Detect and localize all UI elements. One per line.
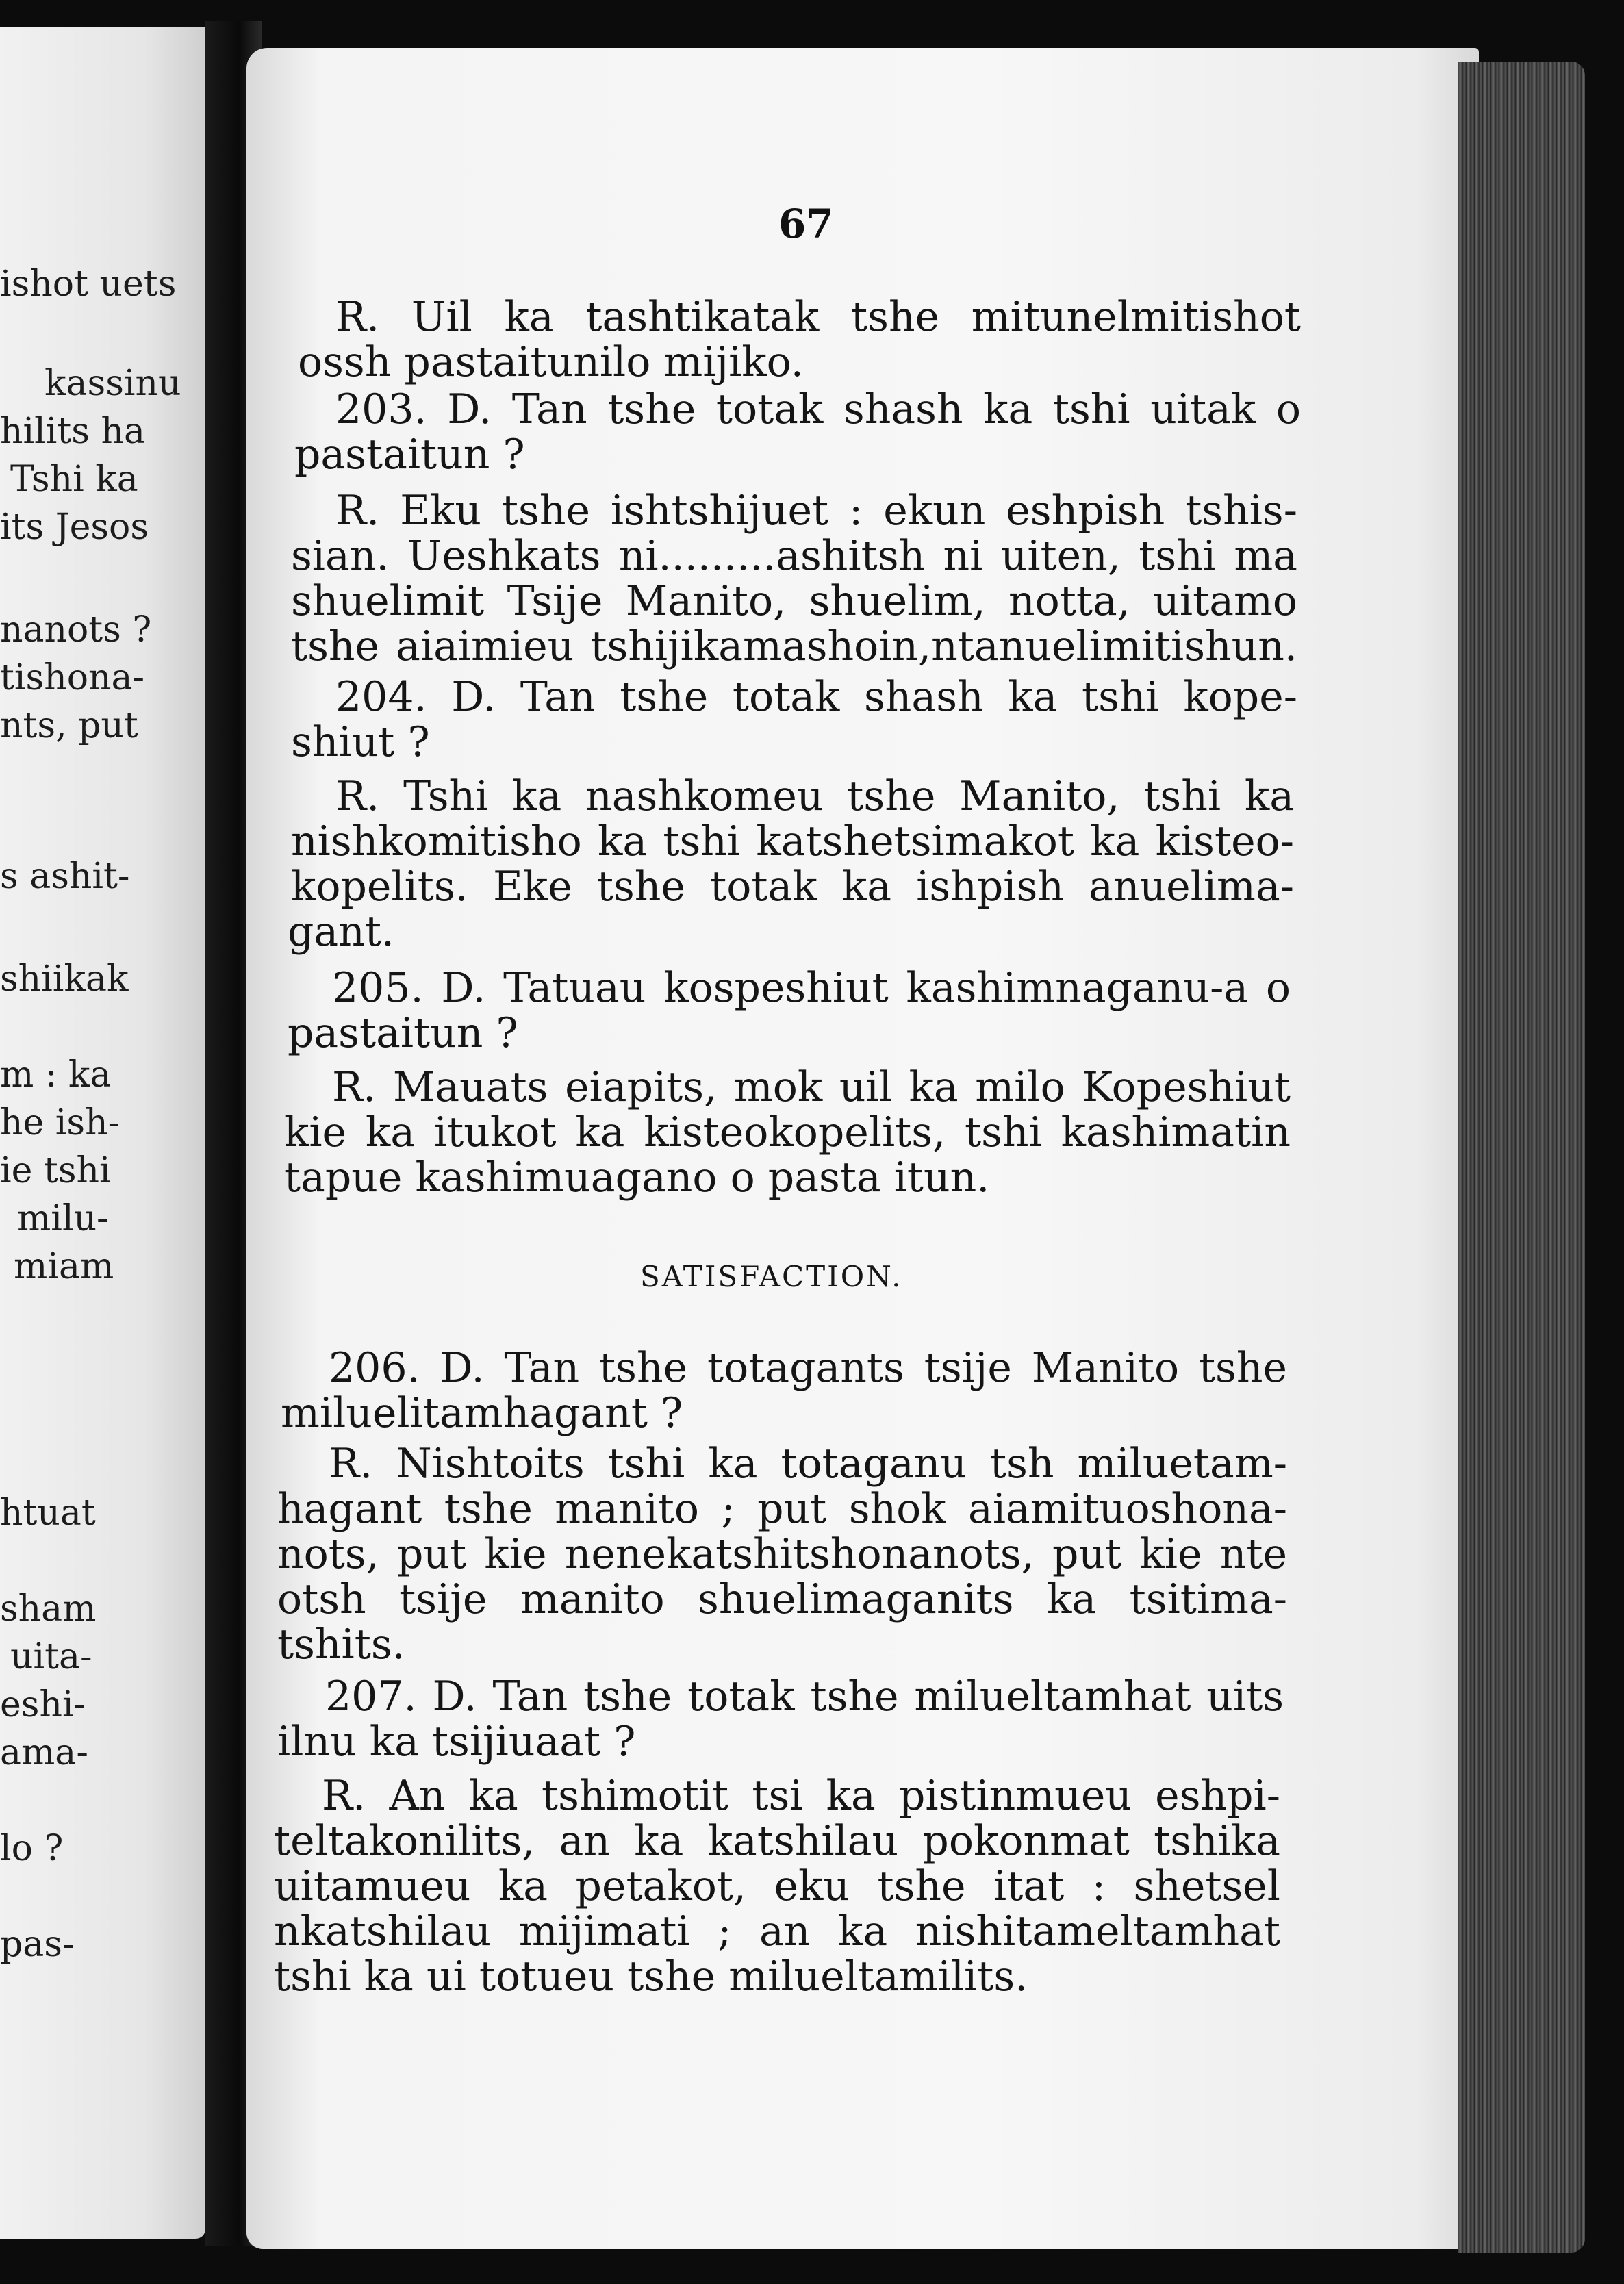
text-line: R. Tshi ka nashkomeu tshe Manito, tshi ka — [335, 772, 1294, 820]
left-text-fragment: tishona- — [0, 657, 145, 698]
text-line: shiut ? — [291, 718, 430, 766]
left-text-fragment: ishot uets — [0, 264, 177, 305]
left-text-fragment: s ashit- — [0, 856, 130, 897]
text-line: kie ka itukot ka kisteokopelits, tshi kashimatin — [284, 1108, 1291, 1156]
text-line: tapue kashimuagano o pasta itun. — [284, 1154, 990, 1202]
text-line: ilnu ka tsijiuaat ? — [277, 1718, 636, 1766]
text-line: 203. D. Tan tshe totak shash ka tshi uitak o — [335, 385, 1301, 433]
left-facing-page — [0, 27, 205, 2239]
left-text-fragment: ama- — [0, 1732, 88, 1773]
left-text-fragment: nanots ? — [0, 609, 152, 650]
text-line: tshi ka ui totueu tshe milueltamilits. — [274, 1953, 1028, 2001]
text-line: tshits. — [277, 1621, 405, 1668]
text-line: 206. D. Tan tshe totagants tsije Manito tshe — [329, 1344, 1287, 1392]
page-block-edges — [1458, 62, 1585, 2253]
text-line: R. Uil ka tashtikatak tshe mitunelmitishot — [335, 293, 1301, 341]
text-line: R. Eku tshe ishtshijuet : ekun eshpish tshis- — [335, 487, 1297, 535]
left-text-fragment: lo ? — [0, 1828, 64, 1869]
text-line: nishkomitisho ka tshi katshetsimakot ka kisteo- — [291, 817, 1294, 865]
left-text-fragment: uita- — [10, 1636, 92, 1677]
text-line: 207. D. Tan tshe totak tshe milueltamhat uits — [325, 1673, 1284, 1721]
text-line: pastaitun ? — [294, 431, 525, 479]
left-text-fragment: shiikak — [0, 959, 129, 1000]
page-number: 67 — [778, 201, 834, 247]
left-text-fragment: its Jesos — [0, 507, 149, 548]
text-line: pastaitun ? — [288, 1009, 518, 1057]
text-line: tshe aiaimieu tshijikamashoin,ntanuelimitishun. — [291, 622, 1297, 670]
text-line: 205. D. Tatuau kospeshiut kashimnaganu-a o — [332, 964, 1291, 1012]
text-line: kopelits. Eke tshe totak ka ishpish anuelima- — [291, 863, 1294, 911]
text-line: otsh tsije manito shuelimaganits ka tsitima- — [277, 1575, 1287, 1623]
left-text-fragment: he ish- — [0, 1102, 120, 1143]
left-text-fragment: kassinu — [45, 363, 181, 404]
text-line: sian. Ueshkats ni.........ashitsh ni uiten, tshi ma — [291, 532, 1297, 580]
text-line: miluelitamhagant ? — [281, 1389, 683, 1437]
text-line: nots, put kie nenekatshitshonanots, put kie nte — [277, 1530, 1287, 1578]
text-line: 204. D. Tan tshe totak shash ka tshi kope- — [335, 673, 1297, 721]
left-text-fragment: miam — [14, 1246, 114, 1287]
left-text-fragment: htuat — [0, 1493, 96, 1534]
text-line: gant. — [288, 908, 395, 956]
left-text-fragment: hilits ha — [0, 411, 145, 452]
left-text-fragment: eshi- — [0, 1684, 86, 1725]
text-line: uitamueu ka petakot, eku tshe itat : shetsel — [274, 1862, 1280, 1910]
text-line: R. An ka tshimotit tsi ka pistinmueu eshpi- — [322, 1772, 1280, 1820]
text-line: R. Nishtoits tshi ka totaganu tsh miluetam- — [329, 1440, 1287, 1488]
text-line: hagant tshe manito ; put shok aiamituoshona- — [277, 1485, 1287, 1533]
left-text-fragment: milu- — [17, 1198, 109, 1239]
left-text-fragment: pas- — [0, 1924, 75, 1965]
text-line: R. Mauats eiapits, mok uil ka milo Kopeshiut — [332, 1063, 1291, 1111]
text-line: teltakonilits, an ka katshilau pokonmat tshika — [274, 1817, 1280, 1865]
text-line: ossh pastaitunilo mijiko. — [298, 338, 804, 386]
section-title: SATISFACTION. — [640, 1260, 903, 1293]
left-text-fragment: ie tshi — [0, 1150, 111, 1191]
text-line: nkatshilau mijimati ; an ka nishitameltamhat — [274, 1907, 1280, 1955]
left-text-fragment: sham — [0, 1588, 97, 1629]
left-text-fragment: Tshi ka — [10, 459, 138, 500]
left-text-fragment: nts, put — [0, 705, 138, 746]
left-text-fragment: m : ka — [0, 1054, 112, 1095]
text-line: shuelimit Tsije Manito, shuelim, notta, uitamo — [291, 577, 1297, 625]
